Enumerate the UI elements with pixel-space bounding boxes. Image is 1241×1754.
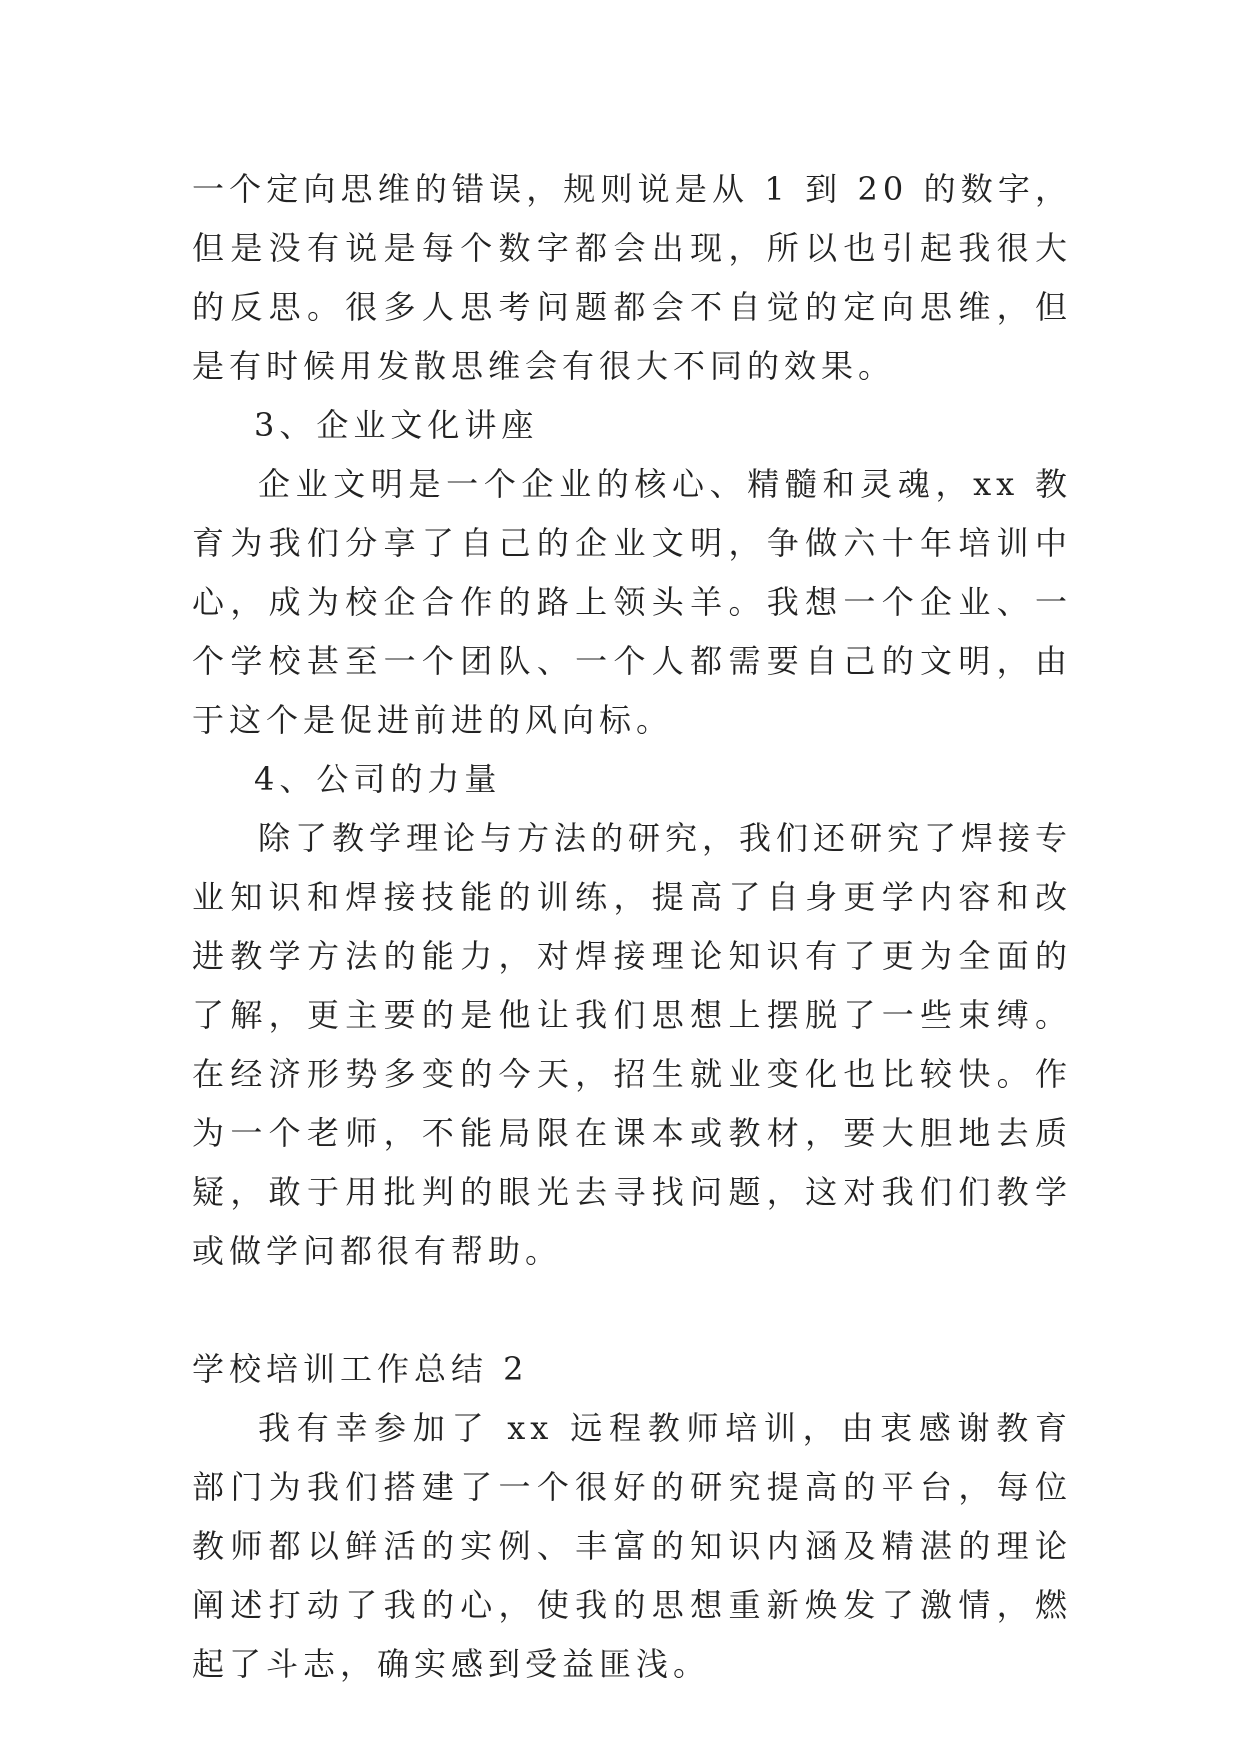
- paragraph-remote-training: 我有幸参加了 xx 远程教师培训，由衷感谢教育部门为我们搭建了一个很好的研究提高的平台，每位教师都以鲜活的实例、丰富的知识内涵及精湛的理论阐述打动了我的心，使我的思想重新焕发了激情，燃起了斗志，确实感到受益匪浅。: [192, 1409, 1072, 1683]
- heading-enterprise-culture-lecture: 3、企业文化讲座: [254, 406, 539, 444]
- paragraph-company-strength: 除了教学理论与方法的研究，我们还研究了焊接专业知识和焊接技能的训练，提高了自身更学内容和改进教学方法的能力，对焊接理论知识有了更为全面的了解，更主要的是他让我们思想上摆脱了一些束缚。在经济形势多变的今天，招生就业变化也比较快。作为一个老师，不能局限在课本或教材，要大胆地去质疑，敢于用批判的眼光去寻找问题，这对我们们教学或做学问都很有帮助。: [192, 819, 1073, 1270]
- heading-company-strength: 4、公司的力量: [254, 760, 502, 798]
- document-body: [192, 160, 1072, 1694]
- section-title-summary-2: 学校培训工作总结 2: [192, 1350, 529, 1388]
- paragraph-continuation: 一个定向思维的错误，规则说是从 1 到 20 的数字，但是没有说是每个数字都会出现，所以也引起我很大的反思。很多人思考问题都会不自觉的定向思维，但是有时候用发散思维会有很大不同的效果。: [192, 170, 1072, 385]
- paragraph-enterprise-culture: 企业文明是一个企业的核心、精髓和灵魂，xx 教育为我们分享了自己的企业文明，争做六十年培训中心，成为校企合作的路上领头羊。我想一个企业、一个学校甚至一个团队、一个人都需要自己的文明，由于这个是促进前进的风向标。: [192, 465, 1072, 739]
